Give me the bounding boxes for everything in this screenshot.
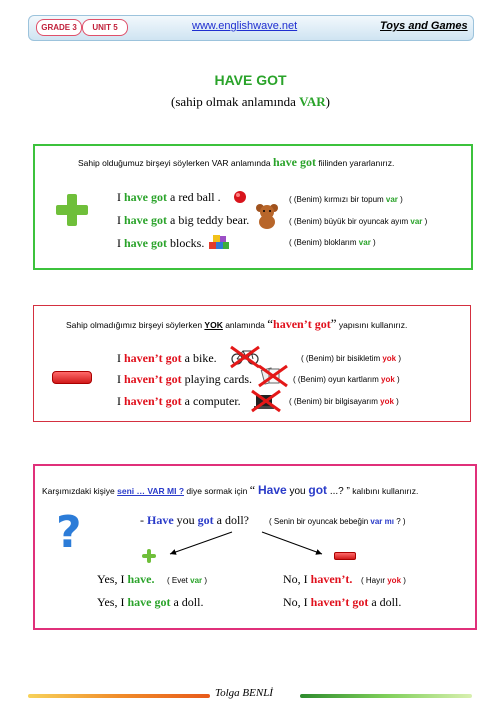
negative-note-2: ( (Benim) oyun kartlarım yok ) [293,375,400,384]
yes-note: ( Evet var ) [167,576,208,585]
positive-note-2: ( (Benim) büyük bir oyuncak ayım var ) [289,217,428,226]
website-link[interactable]: www.englishwave.net [192,20,298,32]
unit-badge: UNIT 5 [82,19,128,36]
question-intro: Karşımızdaki kişiye seni … VAR MI ? diye sormak için “ Have you got ...? ” kalıbını kullanırız. [42,483,419,497]
question-mark-icon: ? [56,507,82,558]
positive-sentence-2: I have got a big teddy bear. [117,213,250,227]
positive-note-3: ( (Benim) bloklarım var ) [289,238,376,247]
yes-short-answer: Yes, I have. [97,572,155,586]
negative-note-3: ( (Benim) bir bilgisayarım yok ) [289,397,399,406]
positive-sentence-3: I have got blocks. [117,236,205,250]
question-note: ( Senin bir oyuncak bebeğin var mı ? ) [269,517,406,526]
negative-sentence-2: I haven’t got playing cards. [117,372,252,386]
positive-note-1: ( (Benim) kırmızı bir topum var ) [289,195,403,204]
plus-small-icon [142,549,156,563]
positive-sentence-1: I have got a red ball . [117,190,221,204]
grade-badge: GRADE 3 [36,19,82,36]
toy-blocks-icon [208,232,230,252]
computer-icon [250,389,282,413]
playing-cards-icon [257,364,289,388]
teddy-bear-icon [255,203,279,229]
negative-sentence-3: I haven’t got a computer. [117,394,241,408]
footer-line-right [300,694,472,698]
no-short-answer: No, I haven’t. [283,572,353,586]
topic-label: Toys and Games [380,20,468,32]
minus-small-icon [334,552,356,560]
yes-long-answer: Yes, I have got a doll. [97,595,204,609]
negative-intro: Sahip olmadığımız birşeyi söylerken YOK anlamında “haven’t got” yapısını kullanırız. [66,316,408,331]
negative-note-1: ( (Benim) bir bisikletim yok ) [301,354,402,363]
no-note: ( Hayır yok ) [361,576,406,585]
page-title: HAVE GOT [214,72,287,88]
answer-arrows [150,528,350,562]
negative-sentence-1: I haven’t got a bike. [117,351,217,365]
no-long-answer: No, I haven’t got a doll. [283,595,402,609]
page-subtitle: (sahip olmak anlamında VAR) [170,94,330,109]
footer-line-left [28,694,210,698]
plus-icon [56,194,88,226]
red-ball-icon [233,190,247,204]
positive-intro: Sahip olduğumuz birşeyi söylerken VAR anlamında have got fiilinden yararlanırız. [78,155,395,169]
question-sentence: - Have you got a doll? [140,513,249,527]
footer-author: Tolga BENLİ [215,687,273,699]
minus-icon [52,371,92,384]
